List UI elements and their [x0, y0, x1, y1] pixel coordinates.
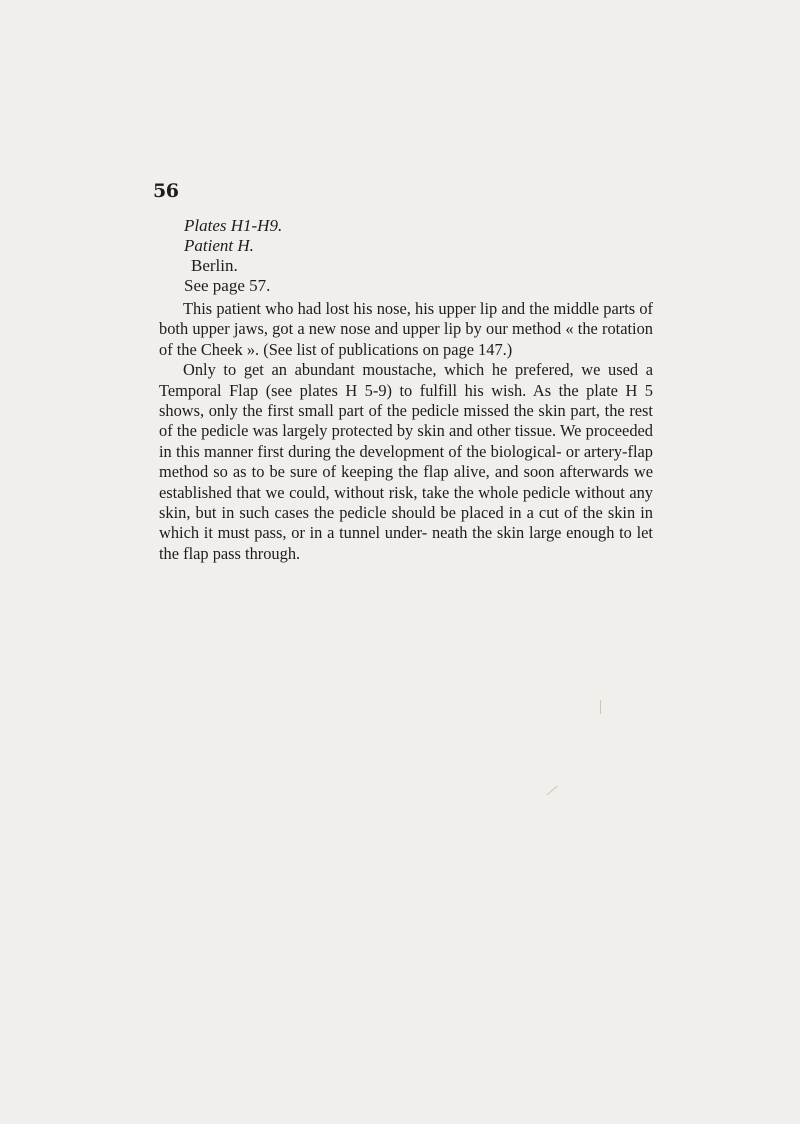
plate-header	[184, 216, 282, 296]
scan-mark	[600, 700, 601, 714]
page-number: 56	[153, 180, 179, 202]
paragraph-1: This patient who had lost his nose, his upper lip and the middle parts of both upper jaws, got a new nose and upper lip by our method « the rotation of the Cheek ». (See list of publications on page 147.)	[159, 299, 653, 359]
plates-reference: Plates H1-H9.	[184, 216, 283, 235]
city-label: Berlin.	[191, 256, 238, 275]
body-text	[159, 299, 653, 564]
patient-label: Patient H.	[184, 236, 254, 255]
paragraph-2: Only to get an abundant moustache, which he prefered, we used a Temporal Flap (see plates H 5-9) to fulfill his wish. As the plate H 5 shows, only the first small part of the pedicle missed the skin part, the rest of the pedicle was largely protected by skin and other tissue. We proceeded in this manner first during the development of the biological- or artery-flap method so as to be sure of keeping the flap alive, and soon afterwards we established that we could, without risk, take the whole pedicle without any skin, but in such cases the pedicle should be placed in a cut of the skin in which it must pass, or in a tunnel under- neath the skin large enough to let the flap pass through.	[159, 360, 653, 563]
scan-mark	[546, 786, 557, 796]
see-page-reference: See page 57.	[184, 276, 271, 295]
